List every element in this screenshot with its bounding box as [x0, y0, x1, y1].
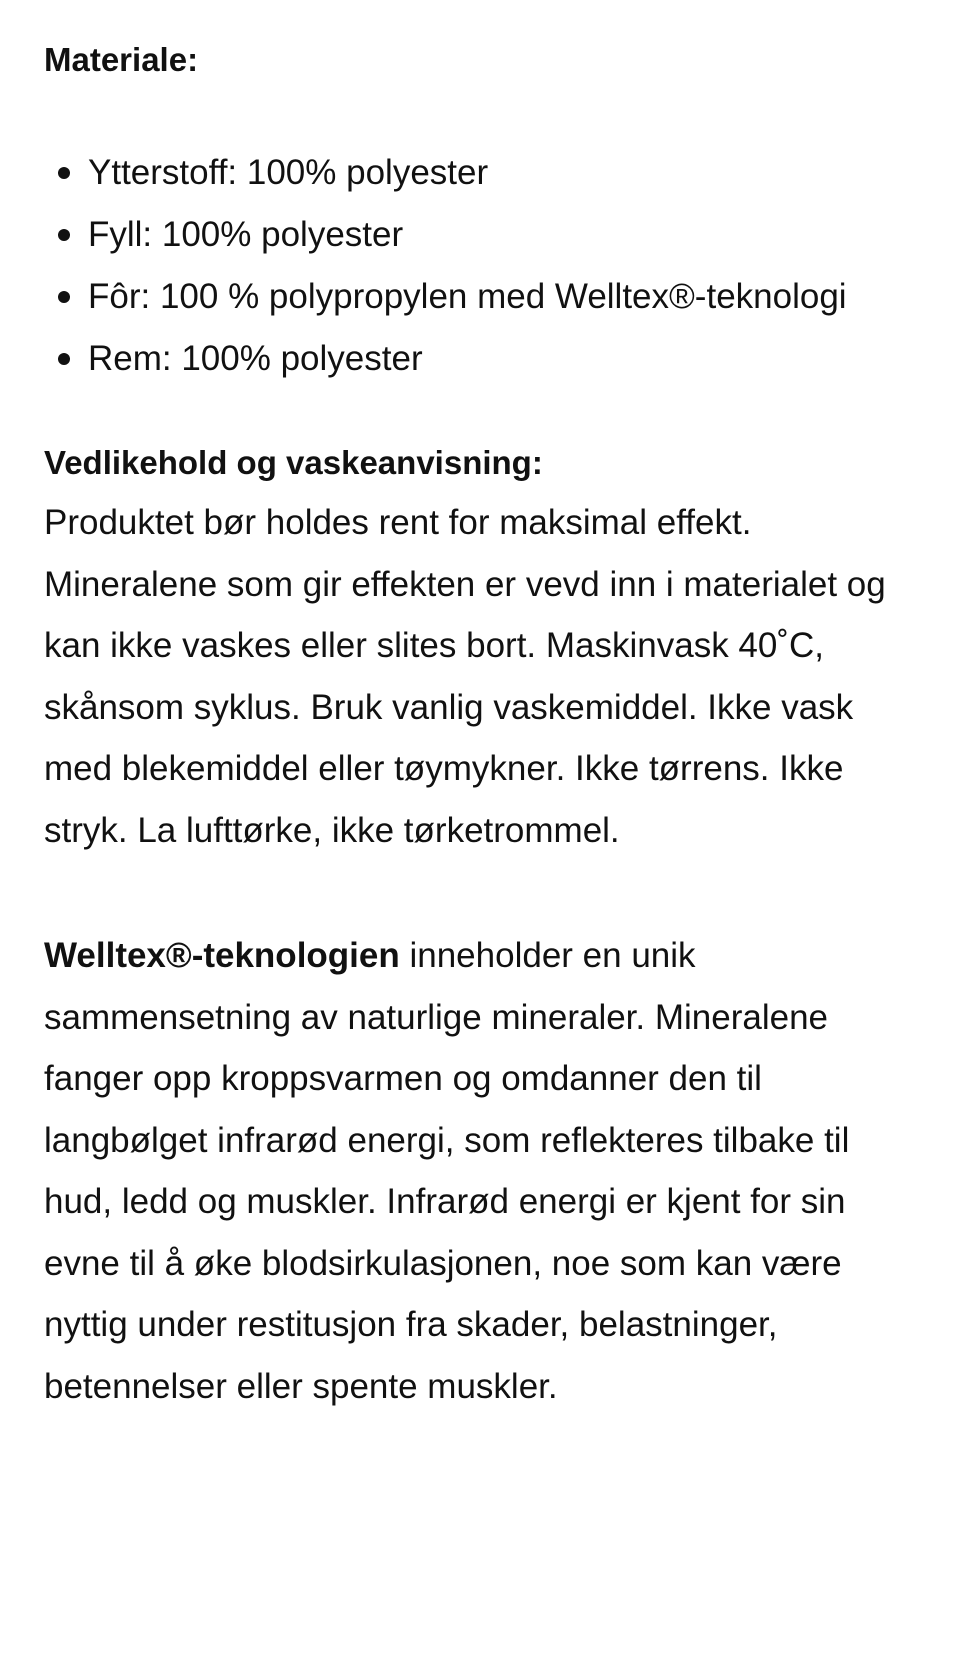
material-label: Fyll: 100% polyester	[88, 215, 404, 254]
welltex-description	[44, 925, 916, 1417]
material-label: Rem: 100% polyester	[88, 339, 423, 378]
materials-list	[44, 142, 916, 390]
material-label: Fôr: 100 % polypropylen med Welltex®-teknologi	[88, 277, 847, 316]
bullet-icon	[58, 167, 70, 179]
bullet-icon	[58, 353, 70, 365]
bullet-icon	[58, 229, 70, 241]
list-item	[44, 328, 916, 390]
welltex-section	[44, 925, 916, 1417]
care-instructions: Produktet bør holdes rent for maksimal effekt. Mineralene som gir effekten er vevd inn i materialet og kan ikke vaskes eller slites bort. Maskinvask 40˚C, skånsom syklus. Bruk vanlig vaskemiddel. Ikke vask med blekemiddel eller tøymykner. Ikke tørrens. Ikke stryk. La lufttørke, ikke tørketrommel.	[44, 503, 886, 850]
materials-heading: Materiale:	[44, 41, 199, 78]
material-label: Ytterstoff: 100% polyester	[88, 153, 489, 192]
list-item	[44, 266, 916, 328]
care-heading: Vedlikehold og vaskeanvisning:	[44, 444, 543, 481]
materials-section	[44, 40, 916, 390]
list-item	[44, 204, 916, 266]
care-section	[44, 434, 916, 861]
list-item	[44, 142, 916, 204]
welltex-bold-lead: Welltex®-teknologien	[44, 936, 400, 975]
bullet-icon	[58, 291, 70, 303]
welltex-text: inneholder en unik sammensetning av naturlige mineraler. Mineralene fanger opp kroppsvarmen og omdanner den til langbølget infrarød energi, som reflekteres tilbake til hud, ledd og muskler. Infrarød energi er kjent for sin evne til å øke blodsirkulasjonen, noe som kan være nyttig under restitusjon fra skader, belastninger, betennelser eller spente muskler.	[44, 936, 850, 1406]
